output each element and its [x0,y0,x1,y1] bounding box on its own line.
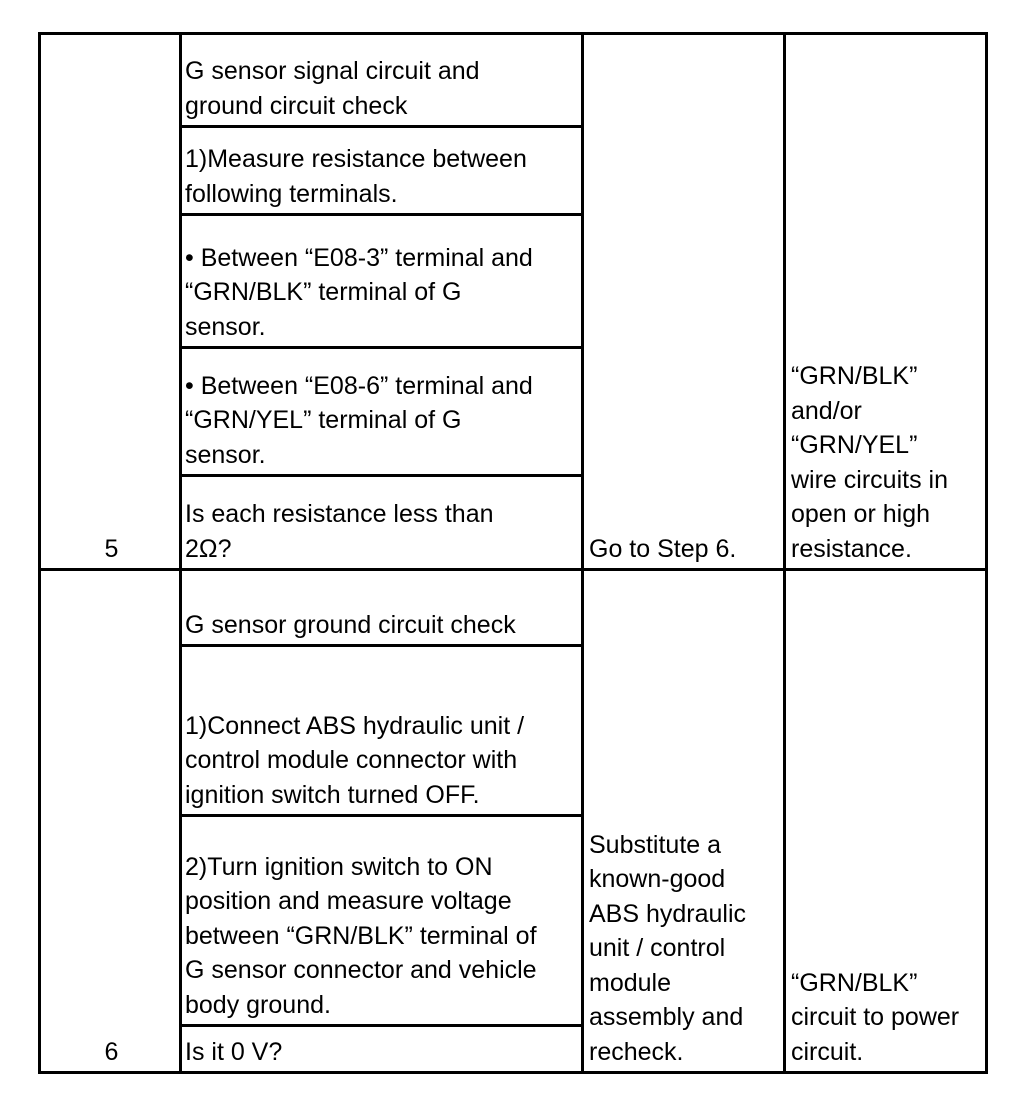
text-line: ignition switch turned OFF. [185,780,480,809]
text-line: 1)Connect ABS hydraulic unit / [185,711,525,740]
text-line: sensor. [185,312,266,341]
text-line: resistance. [791,534,912,563]
text-line: • Between “E08-3” terminal and [185,243,533,272]
text-line: Is each resistance less than [185,500,494,528]
text-line: module [589,968,671,997]
text-line: wire circuits in [791,465,948,494]
text-line: and/or [791,396,862,425]
text-line: G sensor connector and vehicle [185,956,537,984]
text-line: between “GRN/BLK” terminal of [185,921,537,950]
text-line: “GRN/YEL” [791,431,918,459]
step-number: 6 [104,1037,119,1066]
yes-cell [584,35,786,568]
text-line: G sensor signal circuit and [185,57,480,85]
step-number-cell [41,571,182,1071]
text-line: “GRN/BLK” [791,968,918,997]
text-line: sensor. [185,440,266,469]
step-5-row [41,35,985,571]
no-result [791,359,983,566]
text-line: 2)Turn ignition switch to ON [185,852,493,881]
no-cell [786,35,985,568]
text-line: “GRN/BLK” [791,362,918,390]
action-instruction [182,817,581,1027]
action-cell [182,571,584,1071]
text-line: circuit to power [791,1003,960,1031]
text-line: position and measure voltage [185,887,512,915]
text-line: “GRN/YEL” terminal of G [185,406,462,434]
action-terminal-pair [182,216,581,349]
yes-result [589,532,781,567]
text-line: control module connector with [185,746,518,774]
text-line: assembly and [589,1003,744,1031]
action-terminal-pair [182,349,581,477]
text-line: 2Ω? [185,534,232,563]
text-line: recheck. [589,1037,684,1066]
diagnostic-table [38,32,988,1074]
text-line: “GRN/BLK” terminal of G [185,278,462,306]
no-result [791,966,983,1070]
text-line: following terminals. [185,179,398,208]
step-number-cell [41,35,182,568]
no-cell [786,571,985,1071]
step-number: 5 [104,534,119,563]
action-instruction [182,647,581,817]
action-title [182,571,581,647]
text-line: body ground. [185,990,331,1019]
text-line: open or high [791,500,931,528]
text-line: unit / control [589,934,726,962]
text-line: ABS hydraulic [589,899,747,928]
text-line: circuit. [791,1037,864,1066]
text-line: 1)Measure resistance between [185,145,527,173]
action-cell [182,35,584,568]
text-line: Go to Step 6. [589,534,737,563]
text-line: Is it 0 V? [185,1037,283,1066]
yes-cell [584,571,786,1071]
action-title [182,35,581,128]
yes-result [589,828,781,1070]
step-6-row [41,571,985,1071]
text-line: • Between “E08-6” terminal and [185,371,533,400]
text-line: known-good [589,865,726,893]
action-question [182,477,581,568]
action-instruction [182,128,581,216]
text-line: G sensor ground circuit check [185,610,516,639]
text-line: Substitute a [589,830,722,859]
action-question [182,1027,581,1071]
text-line: ground circuit check [185,91,408,120]
